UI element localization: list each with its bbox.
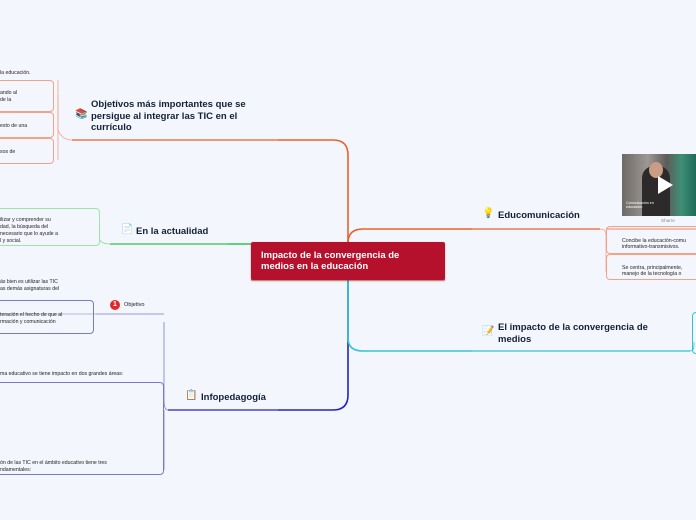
educom-item-text: Se centra, principalmente, <box>622 265 683 271</box>
actualidad-item-text: necesario que lo ayude a <box>0 231 58 237</box>
video-caption <box>626 201 654 210</box>
infopedagogia-item-text: ma educativo se tiene impacto en dos grandes áreas: <box>0 371 124 377</box>
actualidad-item-text: ilizar y comprender su <box>0 217 51 223</box>
infopedagogia-item-text: ón de las TIC en el ámbito educativo tiene tres <box>0 460 107 466</box>
notepad-icon: 📝 <box>482 326 495 337</box>
books-icon: 📚 <box>75 109 88 120</box>
topic-en-la-actualidad[interactable]: En la actualidad <box>136 226 209 237</box>
topic-impacto-convergencia[interactable]: El impacto de la convergencia de medios <box>498 322 648 345</box>
video-thumbnail[interactable] <box>622 154 696 216</box>
objetivos-item-text: de la <box>0 97 12 103</box>
actualidad-item-text: l y social. <box>0 238 22 244</box>
topic-infopedagogia[interactable]: Infopedagogía <box>201 392 266 403</box>
educom-item-text: informativo-transmisivos. <box>622 244 680 250</box>
infopedagogia-item-text: ndamentales: <box>0 467 32 473</box>
topic-educomunicacion[interactable]: Educomunicación <box>498 210 580 221</box>
document-icon: 📄 <box>121 224 134 235</box>
lightbulb-icon: 💡 <box>482 208 495 219</box>
video-source: Sharre <box>661 218 675 223</box>
infopedagogia-item-text: as demás asignaturas del <box>0 286 60 292</box>
play-icon[interactable] <box>658 176 673 194</box>
video-caption-line: educación <box>626 205 643 210</box>
objetivos-item-text: la educación. <box>0 70 31 76</box>
central-topic[interactable]: Impacto de la convergencia de medios en la educación <box>251 242 445 280</box>
topic-objetivos[interactable]: Objetivos más importantes que se persigue al integrar las TIC en el currículo <box>91 99 246 133</box>
clipboard-icon: 📋 <box>185 390 198 401</box>
impacto-item-box <box>692 312 696 354</box>
infopedagogia-item-text: teración el hecho de que al <box>0 312 63 318</box>
objetivos-item-text: ando al <box>0 90 18 96</box>
actualidad-item-text: dad, la búsqueda del <box>0 224 49 230</box>
objetivos-item-text: sos de <box>0 149 16 155</box>
educom-item-text: manejo de la tecnología o <box>622 271 682 277</box>
infopedagogia-item-text: ás bien es utilizar las TIC <box>0 279 58 285</box>
educom-item-text: Concibe la educación-comu <box>622 238 687 244</box>
objetivos-item-text: esto de una <box>0 123 28 129</box>
objetivo-label: Objetivo <box>124 302 145 308</box>
priority-1-icon: 1 <box>110 300 120 310</box>
infopedagogia-item-text: rmación y comunicación <box>0 319 56 325</box>
video-caption-line: Comunicación en <box>626 201 654 205</box>
